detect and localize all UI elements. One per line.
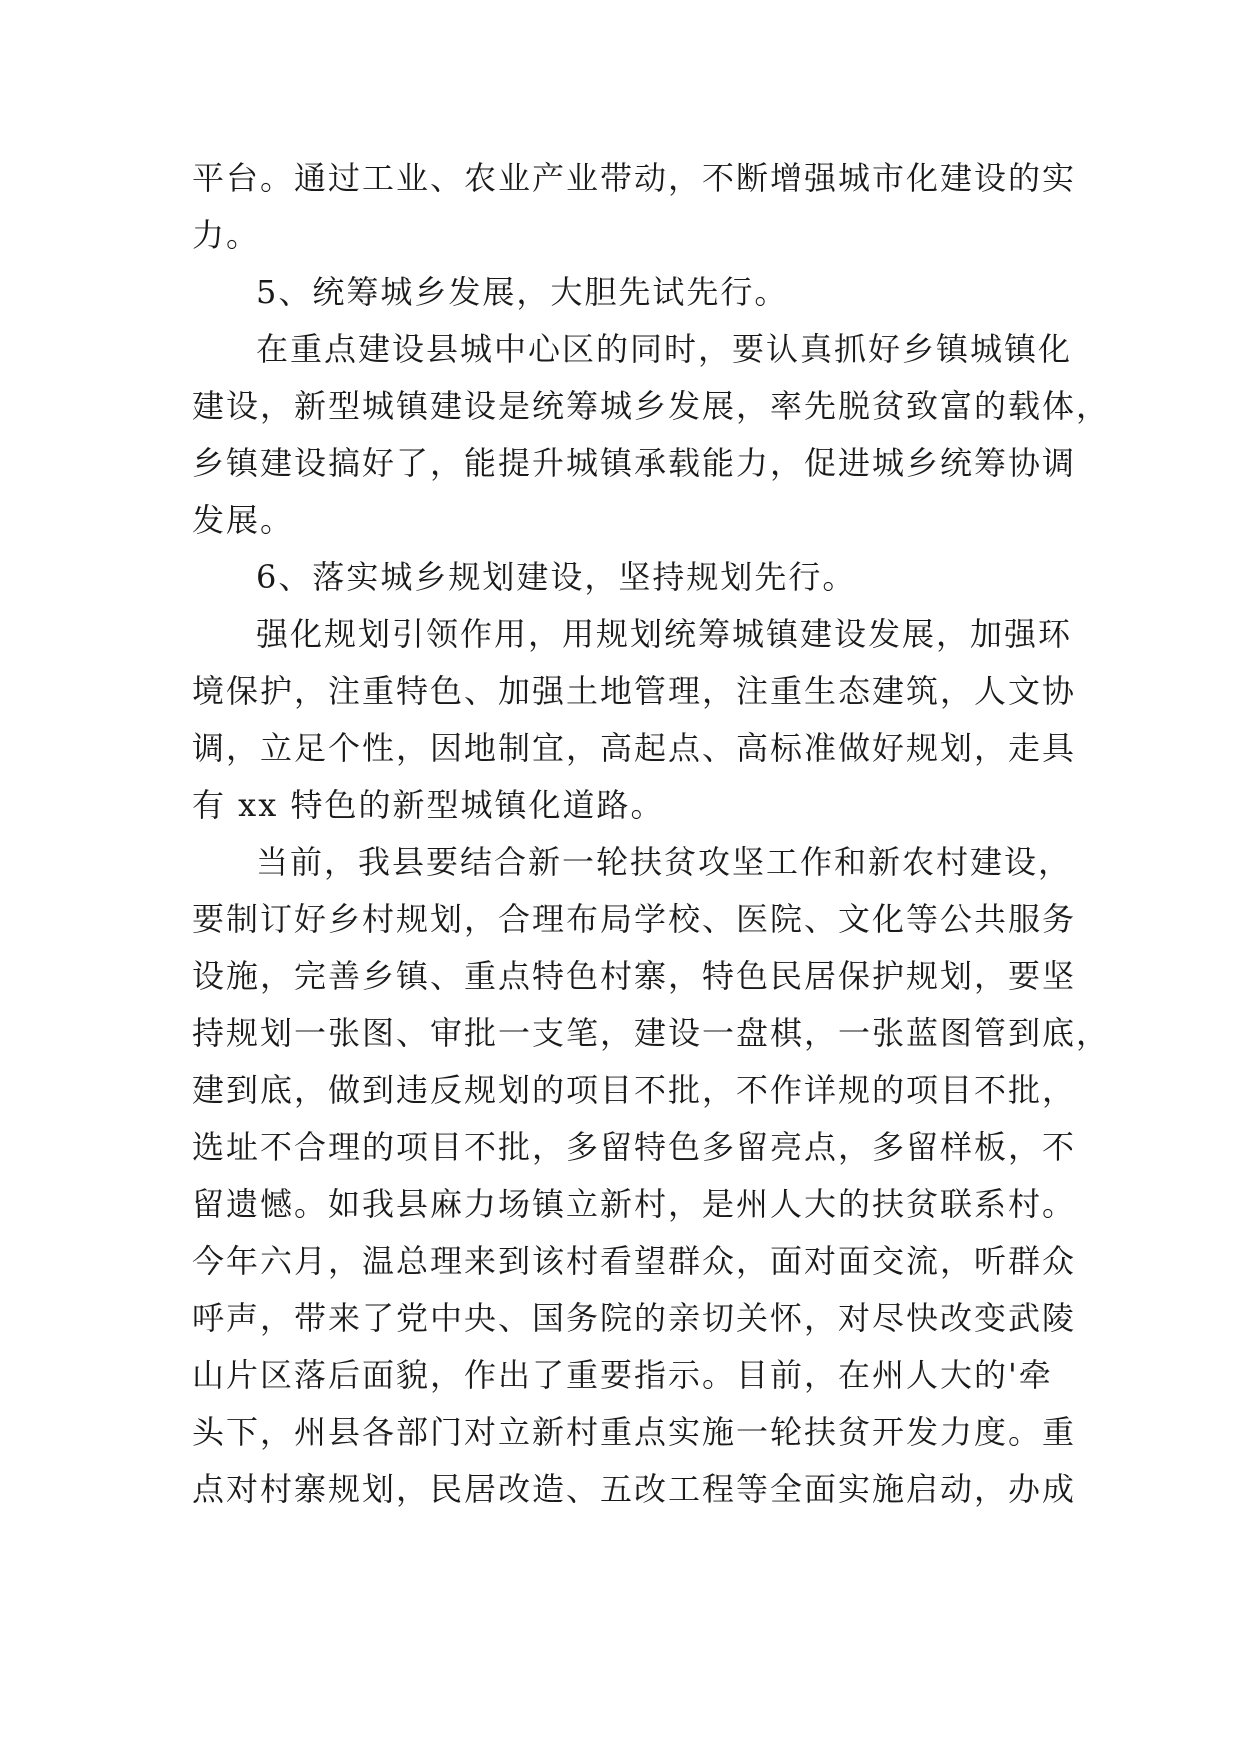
text-line: 点对村寨规划，民居改造、五改工程等全面实施启动，办成: [192, 1470, 1077, 1508]
text-line: 留遗憾。如我县麻力场镇立新村，是州人大的扶贫联系村。: [192, 1185, 1077, 1223]
text-line: 5、统筹城乡发展，大胆先试先行。: [256, 273, 789, 311]
text-line: 建设，新型城镇建设是统筹城乡发展，率先脱贫致富的载体，: [192, 387, 1111, 425]
text-line: 选址不合理的项目不批，多留特色多留亮点，多留样板，不: [192, 1128, 1077, 1166]
text-line: 发展。: [192, 501, 295, 539]
text-line: 力。: [192, 216, 261, 254]
text-line: 平台。通过工业、农业产业带动，不断增强城市化建设的实: [192, 159, 1077, 197]
text-line: 强化规划引领作用，用规划统筹城镇建设发展，加强环: [256, 615, 1073, 653]
text-line: 设施，完善乡镇、重点特色村寨，特色民居保护规划，要坚: [192, 957, 1077, 995]
text-line: 调，立足个性，因地制宜，高起点、高标准做好规划，走具: [192, 729, 1077, 767]
text-line: 持规划一张图、审批一支笔，建设一盘棋，一张蓝图管到底，: [192, 1014, 1111, 1052]
text-line: 在重点建设县城中心区的同时，要认真抓好乡镇城镇化: [256, 330, 1073, 368]
text-line: 要制订好乡村规划，合理布局学校、医院、文化等公共服务: [192, 900, 1077, 938]
text-line: 头下，州县各部门对立新村重点实施一轮扶贫开发力度。重: [192, 1413, 1077, 1451]
text-line: 境保护，注重特色、加强土地管理，注重生态建筑，人文协: [192, 672, 1077, 710]
text-line: 乡镇建设搞好了，能提升城镇承载能力，促进城乡统筹协调: [192, 444, 1077, 482]
text-line: 有 xx 特色的新型城镇化道路。: [192, 786, 665, 824]
text-line: 6、落实城乡规划建设，坚持规划先行。: [256, 558, 857, 596]
text-line: 建到底，做到违反规划的项目不批，不作详规的项目不批，: [192, 1071, 1077, 1109]
text-line: 山片区落后面貌，作出了重要指示。目前，在州人大的'牵: [192, 1356, 1053, 1394]
text-line: 今年六月，温总理来到该村看望群众，面对面交流，听群众: [192, 1242, 1077, 1280]
document-body: [192, 150, 1111, 1518]
text-line: 当前，我县要结合新一轮扶贫攻坚工作和新农村建设，: [256, 843, 1073, 881]
text-line: 呼声，带来了党中央、国务院的亲切关怀，对尽快改变武陵: [192, 1299, 1077, 1337]
